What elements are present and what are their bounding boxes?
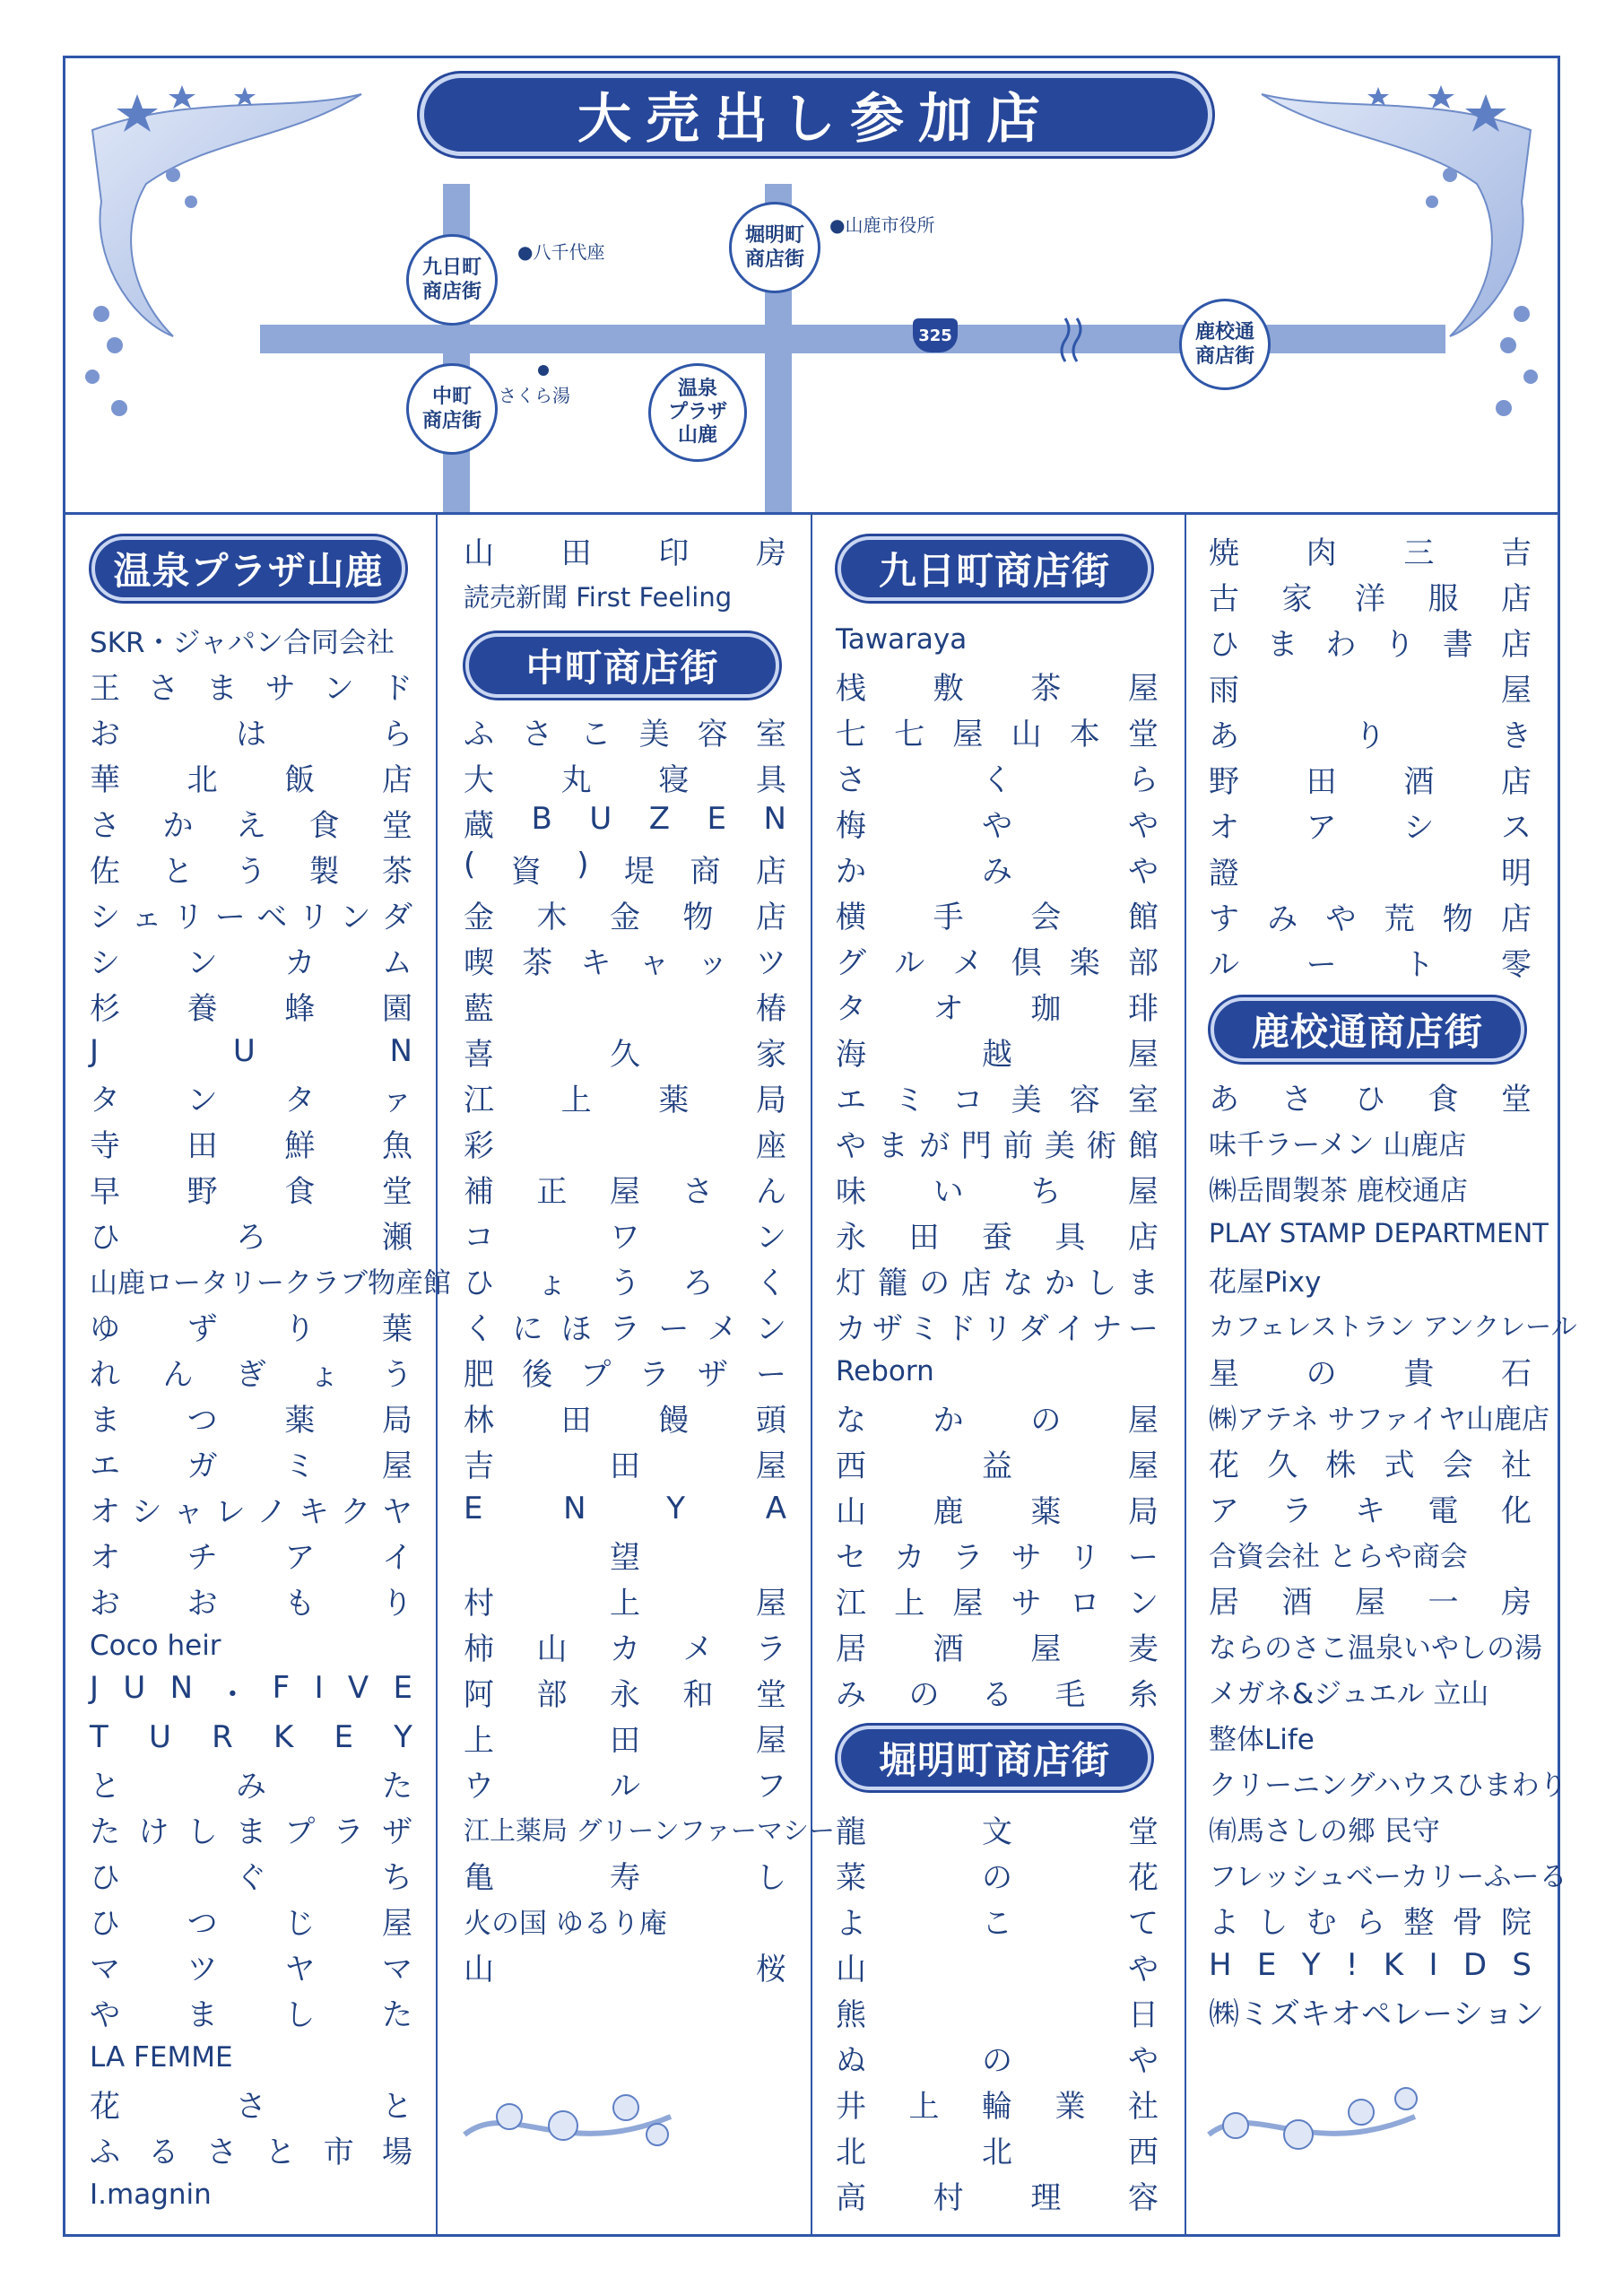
shop-row — [90, 709, 412, 753]
note-yachiyoza: ●八千代座 — [517, 241, 605, 263]
shop-row — [464, 1852, 786, 1897]
shop-name: SKR・ジャパン合同会社 — [90, 626, 395, 659]
shop-name: 吉 田 屋 — [464, 1448, 786, 1484]
shop-row — [836, 2172, 1159, 2217]
shop-name: あ り き — [1209, 718, 1532, 754]
shop-row — [836, 2081, 1159, 2126]
shop-row — [464, 1761, 786, 1805]
shop-name: 横 手 会 館 — [836, 899, 1159, 935]
shop-name: 星 の 貴 石 — [1209, 1355, 1532, 1392]
map-area — [65, 58, 1558, 512]
shop-row — [464, 1898, 786, 1943]
shop-name: み の る 毛 糸 — [836, 1676, 1159, 1713]
shop-name: 高 村 理 容 — [836, 2179, 1159, 2216]
column-separator-2 — [811, 515, 812, 2234]
note-shiyakusho: ●山鹿市役所 — [829, 214, 935, 236]
route-325-label: 325 — [918, 326, 952, 345]
shop-row — [464, 1669, 786, 1714]
shop-name: J U N ・ F I V E — [90, 1669, 412, 1713]
shop-name: 整体Life — [1209, 1723, 1315, 1756]
flower-decoration-2-icon — [1200, 2063, 1433, 2170]
shop-name: タ ン タ ァ — [90, 1082, 412, 1118]
shop-row — [464, 1440, 786, 1485]
shop-row — [464, 1486, 786, 1531]
shop-name: 證 明 — [1209, 855, 1532, 891]
shop-name: ひ ょ う ろ く — [464, 1265, 786, 1301]
shop-name: ならのさこ温泉いやしの湯 — [1209, 1631, 1542, 1665]
shop-row — [464, 527, 786, 572]
shop-name: 居 酒 屋 麦 — [836, 1631, 1159, 1667]
shop-name: 喜 久 家 — [464, 1036, 786, 1073]
shop-name: クリーニングハウスひまわり — [1209, 1769, 1567, 1802]
shop-name: 焼 肉 三 吉 — [1209, 535, 1532, 571]
shop-name: セ カ ラ サ リ ー — [836, 1539, 1159, 1576]
shop-row — [90, 1898, 412, 1943]
shop-name: 西 益 屋 — [836, 1448, 1159, 1484]
shop-row — [836, 1623, 1159, 1668]
shop-name: 阿 部 永 和 堂 — [464, 1676, 786, 1713]
shop-row — [464, 983, 786, 1028]
shop-row — [1209, 1119, 1532, 1164]
shop-name: 杉 養 蜂 園 — [90, 990, 412, 1027]
shop-name: た け し ま プ ラ ザ — [90, 1813, 412, 1850]
shop-row — [464, 1715, 786, 1760]
shop-row — [836, 800, 1159, 845]
ribbon-right-icon — [1262, 94, 1531, 336]
shop-row — [836, 754, 1159, 799]
shop-name: 合資会社 とらや商会 — [1209, 1540, 1468, 1573]
shop-row — [836, 1257, 1159, 1302]
shop-row — [836, 1852, 1159, 1897]
shop-row — [90, 1349, 412, 1394]
shop-name: 北 北 西 — [836, 2134, 1159, 2170]
shop-row — [90, 2081, 412, 2126]
shop-row — [836, 1212, 1159, 1257]
shop-name: 金 木 金 物 店 — [464, 899, 786, 935]
shop-row — [464, 1120, 786, 1165]
shop-name: ふ る さ と 市 場 — [90, 2134, 412, 2170]
shop-name: オ チ ア イ — [90, 1539, 412, 1576]
shop-name: メガネ&ジュエル 立山 — [1209, 1677, 1489, 1710]
flower-decoration-1-icon — [456, 2063, 689, 2170]
shop-name: ひ ぐ ち — [90, 1859, 412, 1896]
shop-name: フレッシュベーカリーふーる — [1209, 1860, 1567, 1893]
shop-row — [464, 1166, 786, 1211]
shop-name: 井 上 輪 業 社 — [836, 2088, 1159, 2125]
shop-name: 寺 田 鮮 魚 — [90, 1127, 412, 1164]
shop-row — [1209, 1394, 1549, 1439]
shop-name: エ ガ ミ 屋 — [90, 1448, 412, 1484]
shop-row — [90, 891, 412, 936]
shop-row — [1209, 1531, 1532, 1576]
shop-row — [464, 1257, 786, 1302]
shop-row — [1209, 1577, 1532, 1622]
shop-row — [836, 663, 1159, 708]
shop-row — [836, 1532, 1159, 1577]
shop-name: オ ア シ ス — [1209, 809, 1532, 846]
shop-name: 七 七 屋 山 本 堂 — [836, 716, 1159, 752]
route-325-badge — [913, 318, 958, 352]
shop-name: Reborn — [836, 1355, 934, 1387]
shop-row — [90, 754, 412, 799]
shop-row — [836, 1349, 1159, 1394]
note-sakurayu: さくら湯 — [499, 385, 570, 406]
shop-name: ㈱岳間製茶 鹿校通店 — [1209, 1174, 1468, 1207]
shop-row — [464, 1623, 786, 1668]
shop-name: シ ン カ ム — [90, 944, 412, 981]
shop-row — [464, 891, 786, 936]
shop-name: 藍 椿 — [464, 990, 786, 1027]
shop-name: よ こ て — [836, 1905, 1159, 1942]
shop-name: カ ザ ミ ド リ ダ イ ナ ー — [836, 1310, 1159, 1347]
shop-name: ひ ろ 瀬 — [90, 1219, 412, 1256]
shop-row — [836, 1486, 1159, 1531]
shop-row — [836, 1395, 1159, 1439]
shop-name: さ か え 食 堂 — [90, 807, 412, 844]
shop-row — [1209, 802, 1532, 847]
shop-name: 望 — [610, 1539, 640, 1576]
map-label-onsen: 温泉 プラザ 山鹿 — [648, 363, 747, 462]
shop-name: 龍 文 堂 — [836, 1813, 1159, 1850]
shop-name: ふ さ こ 美 容 室 — [464, 716, 786, 752]
map-label-kakou: 鹿校通 商店街 — [1179, 299, 1271, 390]
shop-row — [90, 1715, 412, 1760]
shop-row — [464, 1074, 786, 1119]
shop-name: よ し む ら 整 骨 院 — [1209, 1904, 1532, 1941]
shop-row — [1209, 1714, 1532, 1759]
shop-row — [90, 1166, 412, 1211]
shop-row — [464, 1532, 786, 1577]
shop-row — [1209, 1302, 1577, 1347]
shop-row — [1209, 1622, 1542, 1667]
road-kokonoka — [443, 184, 470, 512]
shop-name: 居 酒 屋 一 房 — [1209, 1584, 1532, 1621]
shop-row — [464, 1303, 786, 1348]
shop-row — [1209, 893, 1532, 938]
shop-name: H E Y ! K I D S — [1209, 1947, 1532, 1983]
shop-name: 補 正 屋 さ ん — [464, 1173, 786, 1210]
shop-name: 味千ラーメン 山鹿店 — [1209, 1128, 1467, 1161]
shop-name: 江上薬局 グリーンファーマシー — [464, 1814, 836, 1846]
map-label-nakamachi: 中町 商店街 — [406, 363, 498, 455]
shop-row — [836, 1074, 1159, 1119]
shop-row — [1209, 1943, 1532, 1987]
shop-name: 彩 座 — [464, 1127, 786, 1164]
map-label-kokonoka: 九日町 商店街 — [406, 234, 498, 326]
shop-name: 花 さ と — [90, 2088, 412, 2125]
shop-name: 古 家 洋 服 店 — [1209, 580, 1532, 617]
shop-name: 山鹿ロータリークラブ物産館 — [90, 1266, 451, 1300]
shop-name: ル ー ト 零 — [1209, 946, 1532, 983]
shop-row — [1209, 527, 1532, 572]
shop-row — [90, 1395, 412, 1439]
shop-row — [836, 1898, 1159, 1943]
shop-name: 江 上 薬 局 — [464, 1082, 786, 1118]
shop-row — [90, 2126, 412, 2171]
shop-name: J U N — [90, 1033, 412, 1069]
shop-name: か み や — [836, 853, 1159, 890]
shop-row — [1209, 756, 1532, 801]
shop-row — [464, 800, 786, 845]
shop-row — [1209, 1257, 1532, 1301]
shop-name: コ ワ ン — [464, 1219, 786, 1256]
shop-name: LA FEMME — [90, 2041, 233, 2074]
shop-row — [90, 1074, 412, 1119]
shop-name: 林 田 饅 頭 — [464, 1402, 786, 1439]
shop-name: 王 さ ま サ ン ド — [90, 670, 412, 707]
shop-name: や ま し た — [90, 1996, 412, 2033]
shop-row — [1209, 619, 1532, 664]
shop-row — [1209, 1760, 1567, 1805]
shop-name: 山 や — [836, 1951, 1159, 1987]
shop-row — [90, 1623, 412, 1668]
shop-row — [1209, 848, 1532, 892]
shop-name: 江 上 屋 サ ロ ン — [836, 1585, 1159, 1622]
section-title: 中町商店街 — [465, 633, 779, 698]
shop-name: 早 野 食 堂 — [90, 1173, 412, 1210]
shop-name: ア ラ キ 電 化 — [1209, 1492, 1532, 1529]
shop-name: タ オ 珈 琲 — [836, 990, 1159, 1027]
section-title: 九日町商店街 — [838, 536, 1151, 601]
shop-name: グ ル メ 倶 楽 部 — [836, 944, 1159, 981]
shop-row — [90, 1944, 412, 1988]
shop-name: Tawaraya — [836, 623, 968, 656]
shop-row — [464, 1806, 836, 1851]
shop-row — [90, 2035, 412, 2080]
shop-name: あ さ ひ 食 堂 — [1209, 1081, 1532, 1118]
shop-name: お は ら — [90, 716, 412, 752]
shop-row — [836, 937, 1159, 982]
shop-name: 味 い ち 屋 — [836, 1173, 1159, 1210]
shop-row — [90, 1257, 451, 1302]
shop-row — [90, 1578, 412, 1622]
ribbon-left-icon — [92, 94, 361, 336]
shop-name: E N Y A — [464, 1491, 786, 1526]
shop-row — [1209, 939, 1532, 984]
shop-name: ひ つ じ 屋 — [90, 1905, 412, 1942]
shop-row — [90, 937, 412, 982]
shop-row — [90, 1486, 412, 1531]
shop-row — [836, 1120, 1159, 1165]
shop-name: 山 桜 — [464, 1951, 786, 1987]
shop-row — [90, 983, 412, 1028]
shop-row — [464, 937, 786, 982]
shop-name: 梅 や や — [836, 807, 1159, 844]
shop-name: PLAY STAMP DEPARTMENT — [1209, 1218, 1549, 1248]
shop-name: 花屋Pixy — [1209, 1265, 1322, 1299]
shop-row — [836, 1440, 1159, 1485]
shop-row — [836, 891, 1159, 936]
shop-row — [836, 1669, 1159, 1714]
shop-name: 蔵 B U Z E N — [464, 800, 786, 844]
shop-name: 野 田 酒 店 — [1209, 763, 1532, 800]
shop-row — [836, 1806, 1159, 1851]
shop-row — [836, 2035, 1159, 2080]
shop-row — [90, 1303, 412, 1348]
shop-row — [90, 1989, 412, 2034]
shop-row — [90, 617, 412, 662]
shop-name: と み た — [90, 1768, 412, 1805]
shop-name: ゆ ず り 葉 — [90, 1310, 412, 1347]
shop-row — [464, 1349, 786, 1394]
shop-row — [90, 1212, 412, 1257]
shop-row — [1209, 1485, 1532, 1530]
shop-row — [90, 800, 412, 845]
shop-row — [1209, 1897, 1532, 1942]
section-title: 鹿校通商店街 — [1211, 997, 1524, 1062]
shop-row — [1209, 665, 1532, 709]
shop-name: ㈱ ミ ズ キ オ ペ レ ー シ ョ ン — [1209, 1996, 1544, 2032]
shop-row — [90, 1532, 412, 1577]
shop-name: さ く ら — [836, 761, 1159, 798]
shop-row — [90, 1120, 412, 1165]
shop-row — [1209, 1805, 1532, 1850]
shop-row — [90, 2172, 412, 2217]
shop-name: お お も り — [90, 1585, 412, 1622]
shop-row — [90, 1852, 412, 1897]
shop-name: な か の 屋 — [836, 1402, 1159, 1439]
shop-row — [1209, 1348, 1532, 1393]
shop-name: Coco heir — [90, 1630, 221, 1662]
shop-row — [1209, 1439, 1532, 1484]
shop-row — [836, 983, 1159, 1028]
shop-row — [464, 1395, 786, 1439]
shop-name: ま つ 薬 局 — [90, 1402, 412, 1439]
shop-row — [1209, 1074, 1532, 1118]
shop-name: 菜 の 花 — [836, 1859, 1159, 1896]
shop-name: 雨 屋 — [1209, 672, 1532, 709]
shop-row — [464, 1029, 786, 1074]
shop-name: ぬ の や — [836, 2042, 1159, 2079]
shop-name: 柿 山 カ メ ラ — [464, 1631, 786, 1667]
shop-name: く に ほ ラ ー メ ン — [464, 1310, 786, 1347]
shop-name: 山 鹿 薬 局 — [836, 1493, 1159, 1530]
column-separator-3 — [1185, 515, 1186, 2234]
shop-name: マ ツ ヤ マ — [90, 1951, 412, 1987]
shop-name: 華 北 飯 店 — [90, 761, 412, 798]
shop-row — [836, 617, 1159, 662]
shop-name: エ ミ コ 美 容 室 — [836, 1082, 1159, 1118]
shop-row — [464, 1212, 786, 1257]
shop-name: ウ ル フ — [464, 1768, 786, 1805]
shop-name: 山 田 印 房 — [464, 535, 786, 571]
shop-row — [90, 1806, 412, 1851]
shop-row — [836, 1944, 1159, 1988]
shop-row — [90, 846, 412, 891]
shop-name: ひ ま わ り 書 店 — [1209, 626, 1532, 663]
shop-row — [90, 1761, 412, 1805]
shop-row — [1209, 1211, 1549, 1256]
shop-row — [1209, 710, 1532, 755]
shop-row — [836, 1166, 1159, 1211]
shop-row — [836, 2126, 1159, 2171]
shop-name: ( 資 ) 堤 商 店 — [464, 846, 786, 890]
shop-row — [1209, 1851, 1567, 1896]
shop-name: 佐 と う 製 茶 — [90, 853, 412, 890]
shop-row — [464, 1944, 786, 1988]
shop-name: 桟 敷 茶 屋 — [836, 670, 1159, 707]
shop-row — [90, 1440, 412, 1485]
shop-row — [464, 846, 786, 891]
shop-name: オ シ ャ レ ノ キ ク ヤ — [90, 1493, 412, 1530]
shop-name: I.magnin — [90, 2179, 212, 2211]
map-label-horiake: 堀明町 商店街 — [729, 202, 820, 293]
shop-name: す み や 荒 物 店 — [1209, 900, 1532, 937]
shop-name: T U R K E Y — [90, 1719, 412, 1755]
shop-row — [836, 1303, 1159, 1348]
shop-name: 喫 茶 キ ャ ッ ツ — [464, 944, 786, 981]
shop-row — [836, 1029, 1159, 1074]
shop-name: 花 久 株 式 会 社 — [1209, 1447, 1532, 1483]
shop-row — [464, 573, 786, 618]
page-title: 大売出し参加店 — [420, 74, 1212, 156]
shop-name: 大 丸 寝 具 — [464, 761, 786, 798]
shop-name: 上 田 屋 — [464, 1722, 786, 1759]
shop-name: 灯 籠 の 店 な か し ま — [836, 1265, 1159, 1301]
shop-row — [90, 1669, 412, 1714]
shop-row — [90, 663, 412, 708]
shop-row — [836, 709, 1159, 753]
shop-name: 火の国 ゆるり庵 — [464, 1907, 667, 1940]
shop-row — [1209, 1988, 1544, 2033]
shop-name: 亀 寿 し — [464, 1859, 786, 1896]
shop-name: 熊 日 — [836, 1996, 1159, 2033]
shop-name: ㈱アテネ サファイヤ山鹿店 — [1209, 1403, 1549, 1436]
shop-name: 永 田 蚕 具 店 — [836, 1219, 1159, 1256]
shop-name: や ま が 門 前 美 術 館 — [836, 1127, 1159, 1164]
shop-name: カフェレストラン アンクレール — [1209, 1310, 1577, 1342]
shop-row — [836, 1578, 1159, 1622]
shop-row — [464, 754, 786, 799]
column-separator-1 — [436, 515, 438, 2234]
shop-row — [1209, 1165, 1532, 1210]
section-title: 温泉プラザ山鹿 — [91, 536, 405, 601]
shop-row — [836, 846, 1159, 891]
shop-name: 肥 後 プ ラ ザ ー — [464, 1356, 786, 1393]
shop-row — [464, 1578, 786, 1622]
shop-row — [464, 709, 786, 753]
shop-name: ㈲馬さしの郷 民守 — [1209, 1814, 1440, 1848]
shop-row — [90, 1029, 412, 1074]
section-title: 堀明町商店街 — [838, 1726, 1151, 1790]
shop-row — [836, 1989, 1159, 2034]
shop-name: 読売新聞 First Feeling — [464, 581, 733, 613]
shop-row — [1209, 1668, 1532, 1713]
shop-name: れ ん ぎ ょ う — [90, 1356, 412, 1393]
shop-name: シ ェ リ ー ベ リ ン ダ — [90, 899, 412, 935]
shop-name: 海 越 屋 — [836, 1036, 1159, 1073]
shop-row — [1209, 573, 1532, 618]
shop-name: 村 上 屋 — [464, 1585, 786, 1622]
